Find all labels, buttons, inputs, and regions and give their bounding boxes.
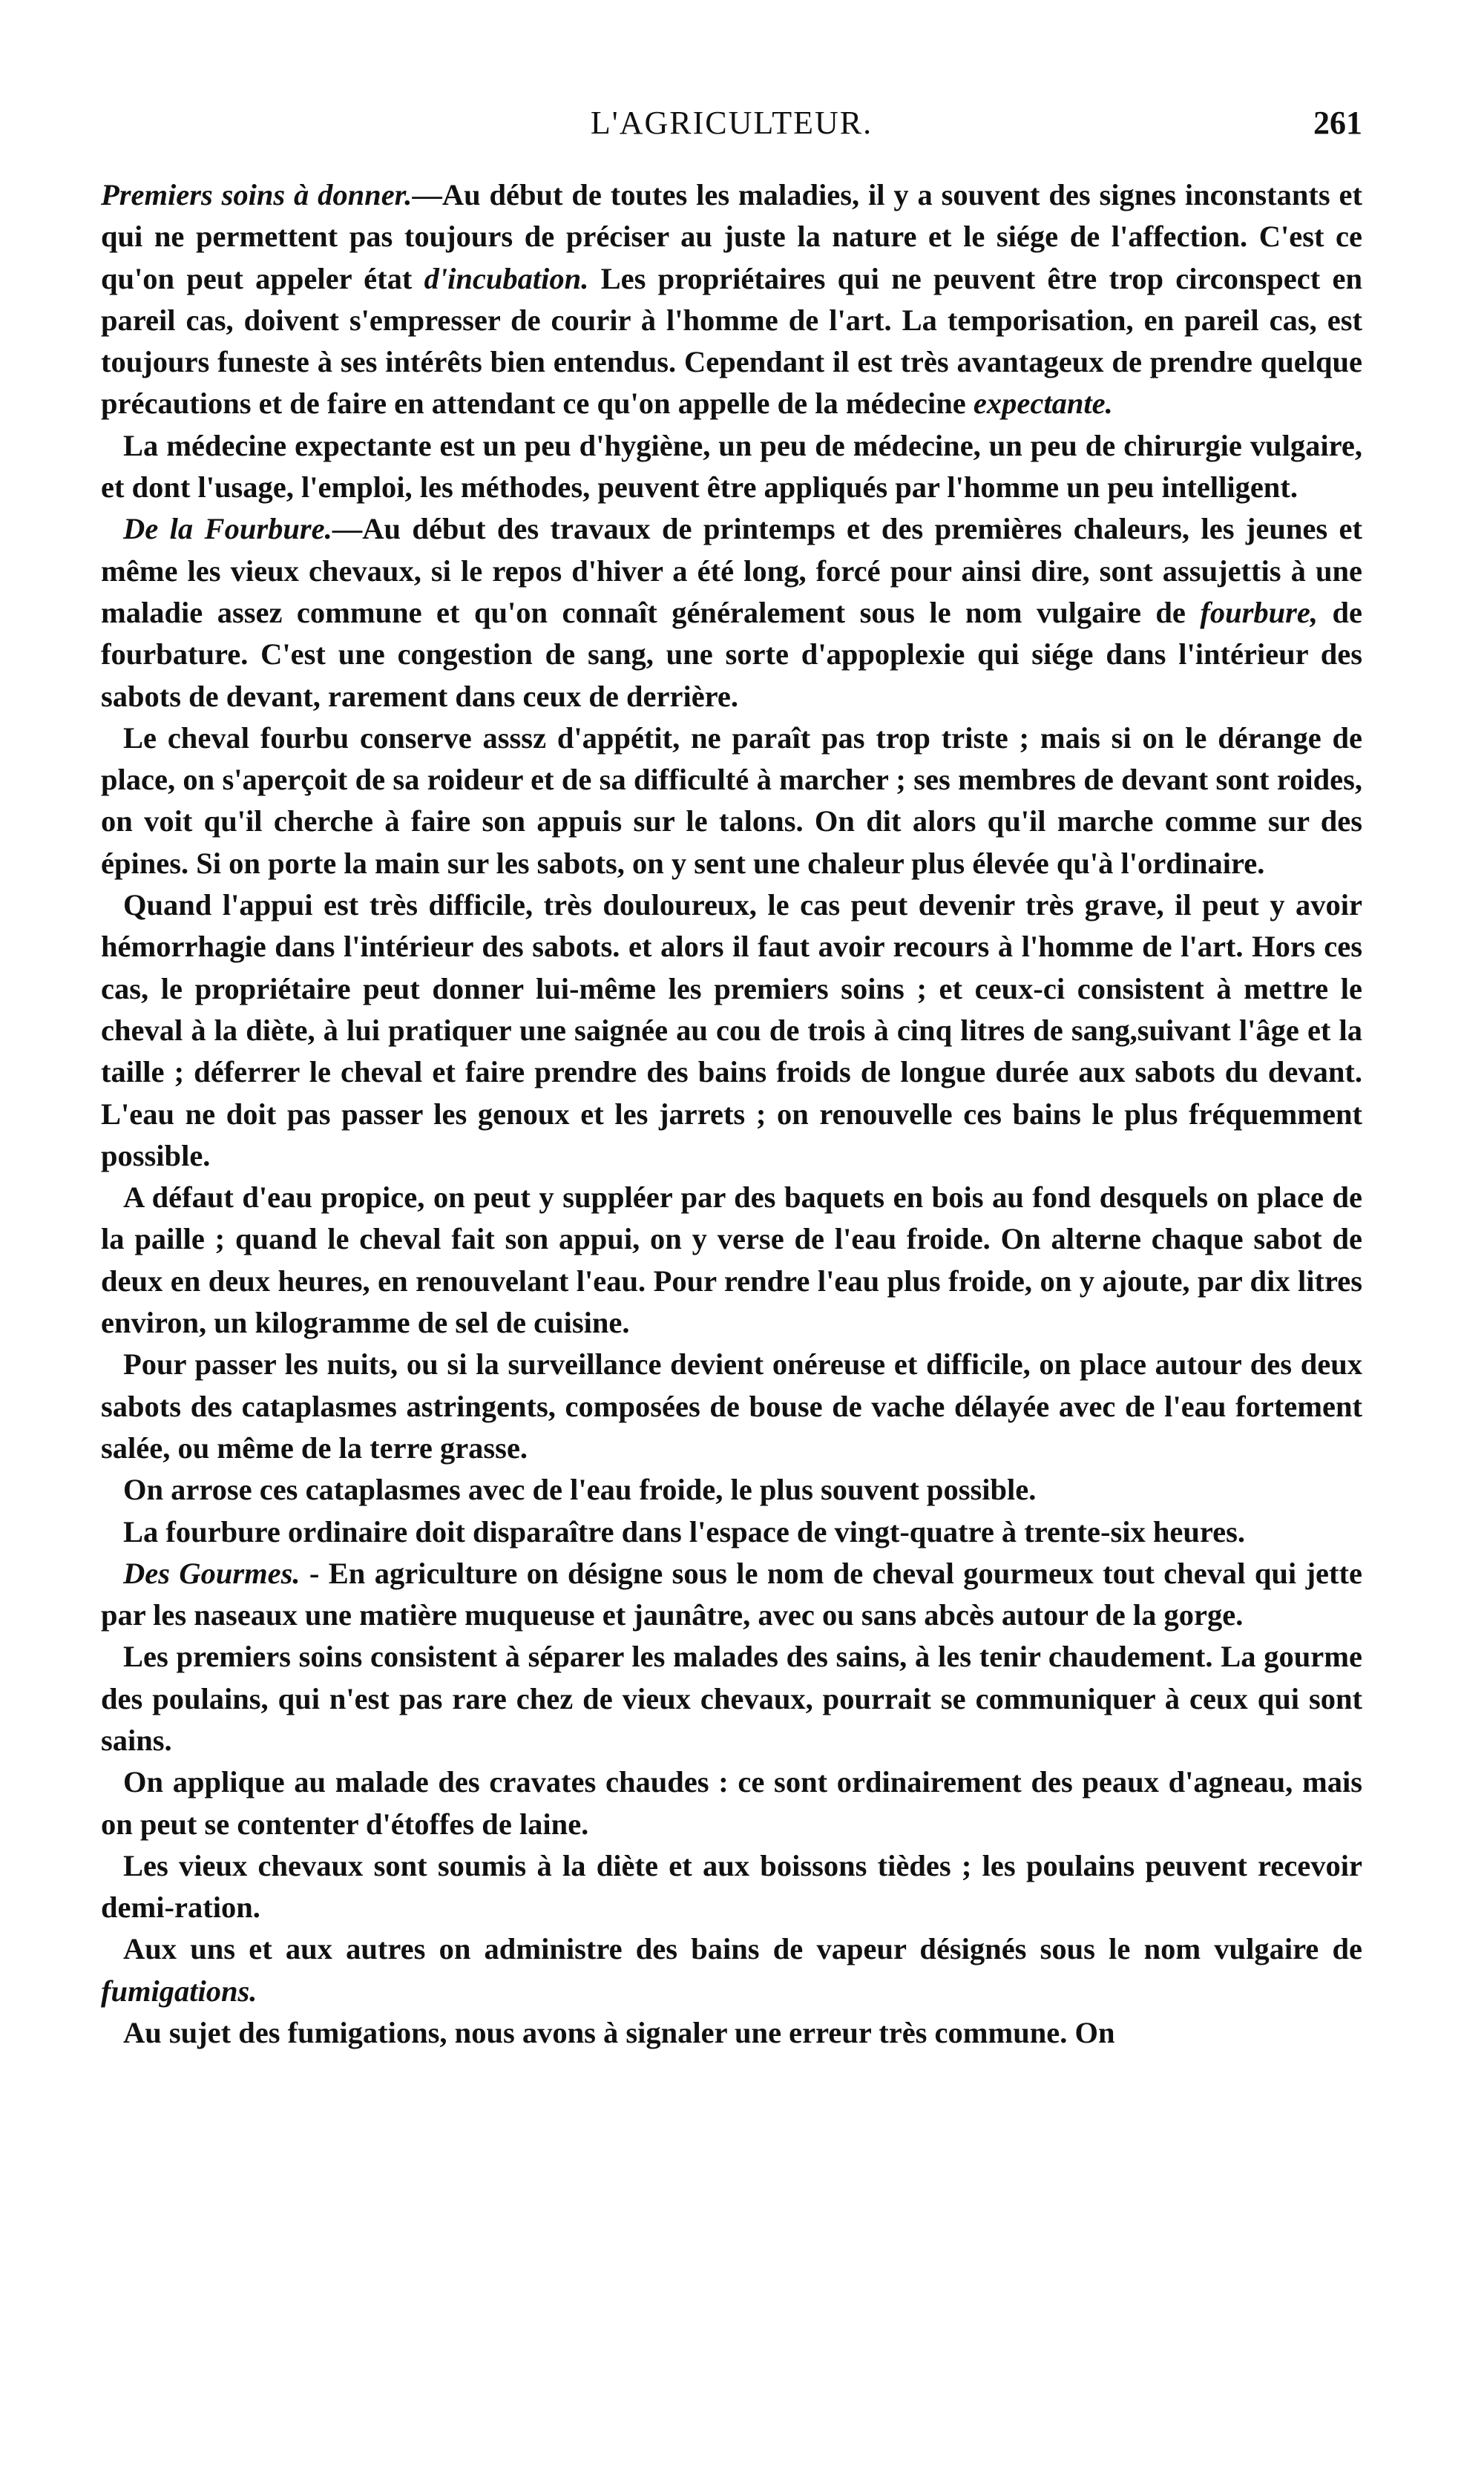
emphasis: expectante. (973, 387, 1113, 421)
paragraph-text: - En agriculture on désigne sous le nom de cheval gourmeux tout cheval qui jette par les naseaux une matière muqueuse et jaunâtre, avec ou sans abcès autour de la gorge. (101, 1556, 1362, 1632)
paragraph (101, 1761, 1362, 1845)
paragraph-text: Les vieux chevaux sont soumis à la diète et aux boissons tièdes ; les poulains peuvent recevoir demi-ration. (101, 1848, 1362, 1925)
body-text (101, 174, 1362, 2054)
book-page (101, 104, 1362, 2419)
emphasis: fourbure, (1200, 595, 1319, 629)
paragraph (101, 884, 1362, 1177)
paragraph-premiers-soins (101, 174, 1362, 425)
section-heading: Des Gourmes. (123, 1556, 301, 1590)
paragraph-text: La médecine expectante est un peu d'hygiène, un peu de médecine, un peu de chirurgie vulgaire, et dont l'usage, l'emploi, les méthodes, peuvent être appliqués par l'homme un peu intelligent. (101, 428, 1362, 505)
paragraph-fourbure (101, 508, 1362, 717)
paragraph (101, 717, 1362, 884)
paragraph (101, 1469, 1362, 1511)
paragraph-text: La fourbure ordinaire doit disparaître dans l'espace de vingt-quatre à trente-six heures. (123, 1514, 1246, 1548)
section-heading: Premiers soins à donner. (101, 178, 413, 211)
paragraph-text: —Au début des travaux de printemps et des premières chaleurs, les jeunes et même les vieux chevaux, si le repos d'hiver a été long, forcé pour ainsi dire, sont assujettis à une maladie assez commune et qu'on connaît généralement sous le nom vulgaire de (101, 512, 1362, 629)
paragraph-text: Pour passer les nuits, ou si la surveillance devient onéreuse et difficile, on place autour des deux sabots des cataplasmes astringents, composées de bouse de vache délayée avec de l'eau fortement salée, ou même de la terre grasse. (101, 1347, 1362, 1465)
paragraph (101, 1344, 1362, 1469)
paragraph-text: Le cheval fourbu conserve asssz d'appétit, ne paraît pas trop triste ; mais si on le dérange de place, on s'aperçoit de sa roideur et de sa difficulté à marcher ; ses membres de devant sont roides, on voit qu'il cherche à faire son appuis sur le talons. On dit alors qu'il marche comme sur des épines. Si on porte la main sur les sabots, on y sent une chaleur plus élevée qu'à l'ordinaire. (101, 720, 1362, 880)
paragraph-text: On arrose ces cataplasmes avec de l'eau froide, le plus souvent possible. (123, 1473, 1037, 1507)
paragraph-text: de fourbature. C'est une congestion de sang, une sorte d'appoplexie qui siége dans l'intérieur des sabots de devant, rarement dans ceux de derrière. (101, 595, 1362, 713)
paragraph-text: A défaut d'eau propice, on peut y suppléer par des baquets en bois au fond desquels on place de la paille ; quand le cheval fait son appui, on y verse de l'eau froide. On alterne chaque sabot de deux en deux heures, en renouvelant l'eau. Pour rendre l'eau plus froide, on y ajoute, par dix litres environ, un kilogramme de sel de cuisine. (101, 1180, 1362, 1340)
running-title: L'AGRICULTEUR. (590, 105, 873, 141)
section-heading: De la Fourbure. (123, 512, 332, 546)
paragraph (101, 1636, 1362, 1761)
page-number: 261 (1313, 105, 1362, 141)
paragraph-text: On applique au malade des cravates chaudes : ce sont ordinairement des peaux d'agneau, mais on peut se contenter d'étoffes de laine. (101, 1765, 1362, 1841)
paragraph (101, 1177, 1362, 1344)
paragraph (101, 1845, 1362, 1929)
paragraph (101, 2012, 1362, 2054)
paragraph (101, 1928, 1362, 2012)
emphasis: fumigations. (101, 1974, 257, 2008)
paragraph-text: Les propriétaires qui ne peuvent être trop circonspect en pareil cas, doivent s'empresser de courir à l'homme de l'art. La temporisation, en pareil cas, est toujours funeste à ses intérêts bien entendus. Cependant il est très avantageux de prendre quelque précautions et de faire en attendant ce qu'on appelle de la médecine (101, 261, 1362, 421)
emphasis: d'incubation. (424, 261, 589, 295)
paragraph-text: Aux uns et aux autres on administre des bains de vapeur désignés sous le nom vulgaire de (123, 1932, 1362, 1966)
paragraph-gourmes (101, 1553, 1362, 1637)
paragraph-text: Quand l'appui est très difficile, très douloureux, le cas peut devenir très grave, il peut y avoir hémorrhagie dans l'intérieur des sabots. et alors il faut avoir recours à l'homme de l'art. Hors ces cas, le propriétaire peut donner lui-même les premiers soins ; et ceux-ci consistent à mettre le cheval à la diète, à lui pratiquer une saignée au cou de trois à cinq litres de sang,suivant l'âge et la taille ; déferrer le cheval et faire prendre des bains froids de longue durée aux sabots du devant. L'eau ne doit pas passer les genoux et les jarrets ; on renouvelle ces bains le plus fréquemment possible. (101, 888, 1362, 1172)
paragraph (101, 1511, 1362, 1553)
paragraph-text: —Au début de toutes les maladies, il y a souvent des signes inconstants et qui ne permettent pas toujours de préciser au juste la nature et le siége de l'affection. C'est ce qu'on peut appeler état (101, 178, 1362, 295)
page-header (101, 104, 1362, 174)
paragraph-text: Au sujet des fumigations, nous avons à signaler une erreur très commune. On (123, 2016, 1115, 2050)
paragraph (101, 425, 1362, 509)
paragraph-text: Les premiers soins consistent à séparer les malades des sains, à les tenir chaudement. La gourme des poulains, qui n'est pas rare chez de vieux chevaux, pourrait se communiquer à ceux qui sont sains. (101, 1640, 1362, 1757)
